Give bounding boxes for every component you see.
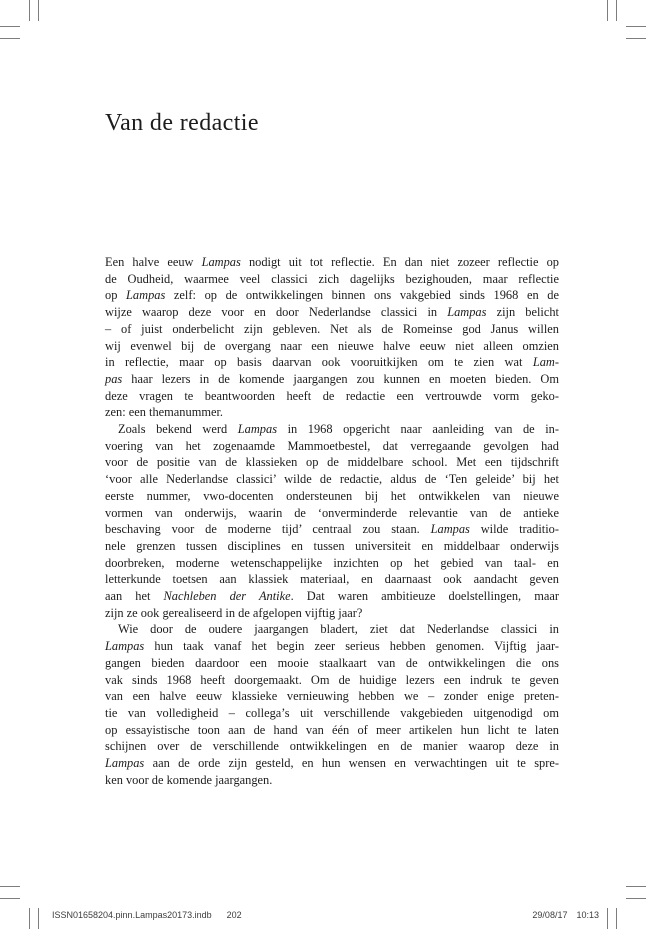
text-line: voering van het zogenaamde Mammoetbestel, dat verregaande gevolgen had xyxy=(105,438,559,453)
text-line: wij evenwel bij de overgang naar een nieuwe halve eeuw niet alleen omzien xyxy=(105,338,559,353)
paragraph xyxy=(105,421,559,621)
text-line: zijn ze ook gerealiseerd in de afgelopen vijftig jaar? xyxy=(105,605,363,620)
text-line: wijze waarop deze voor en door Nederlandse classici in Lampas zijn belicht xyxy=(105,305,559,320)
text-line: Lampas hun taak vanaf het begin zeer serieus hebben genomen. Vijftig jaar- xyxy=(105,639,559,654)
text-line: zen: een themanummer. xyxy=(105,405,224,420)
footer-timestamp xyxy=(532,910,599,920)
crop-mark-top-right-h2 xyxy=(626,38,646,39)
text-line: Lampas aan de orde zijn gesteld, en hun wensen en verwachtingen uit te spre- xyxy=(105,756,559,771)
text-line: schijnen over de verschillende ontwikkelingen en de manier waarop deze in xyxy=(105,739,559,754)
text-line: eerste nummer, vwo-docenten ondersteunen bij het ontwikkelen van nieuwe xyxy=(105,488,559,503)
text-line: de Oudheid, waarmee veel classici zich dagelijks bezighouden, maar reflectie xyxy=(105,271,559,286)
page-title: Van de redactie xyxy=(105,110,259,136)
crop-mark-bottom-right-h2 xyxy=(626,898,646,899)
text-line: aan het Nachleben der Antike. Dat waren ambitieuze doelstellingen, maar xyxy=(105,589,559,604)
footer-filename: ISSN01658204.pinn.Lampas20173.indb xyxy=(52,910,212,920)
text-line: vak sinds 1968 heeft doorgemaakt. Om de huidige lezers een indruk te geven xyxy=(105,672,559,687)
crop-mark-top-right-v1 xyxy=(607,0,608,21)
crop-mark-top-left-h1 xyxy=(0,26,20,27)
paragraph xyxy=(105,621,559,788)
footer-time: 10:13 xyxy=(576,910,599,920)
text-block xyxy=(105,254,559,789)
crop-mark-top-left-v1 xyxy=(29,0,30,21)
text-line: op essayistische toon aan de hand van één of meer artikelen hun licht te laten xyxy=(105,722,559,737)
crop-mark-top-right-h1 xyxy=(626,26,646,27)
crop-mark-top-left-h2 xyxy=(0,38,20,39)
text-line: Wie door de oudere jaargangen bladert, ziet dat Nederlandse classici in xyxy=(118,622,559,637)
text-line: Een halve eeuw Lampas nodigt uit tot reflectie. En dan niet zozeer reflectie op xyxy=(105,255,559,269)
text-line: nele grenzen tussen disciplines en tussen universiteit en middelbaar onderwijs xyxy=(105,538,559,553)
text-line: vormen van onderwijs, waarin de ‘onverminderde relevantie van de antieke xyxy=(105,505,559,520)
text-line: beschaving voor de moderne tijd’ centraal zou staan. Lampas wilde traditio- xyxy=(105,522,559,537)
text-line: tie van volledigheid – collega’s uit verschillende vakgebieden uitgenodigd om xyxy=(105,705,559,720)
text-line: gangen bieden daardoor een mooie staalkaart van de ontwikkelingen die ons xyxy=(105,655,559,670)
footer-date: 29/08/17 xyxy=(532,910,568,920)
paragraph xyxy=(105,254,559,421)
crop-mark-bottom-left-h1 xyxy=(0,886,20,887)
text-line: van een halve eeuw klassieke vernieuwing hebben we – zonder enige preten- xyxy=(105,689,559,704)
text-line: op Lampas zelf: op de ontwikkelingen binnen ons vakgebied sinds 1968 en de xyxy=(105,288,559,303)
crop-mark-bottom-left-h2 xyxy=(0,898,20,899)
footer-left xyxy=(52,910,242,920)
footer xyxy=(0,908,646,922)
text-line: in reflectie, maar op basis daarvan ook vooruitkijken om te zien wat Lam- xyxy=(105,355,559,370)
text-line: voor de positie van de klassieken op de middelbare school. Met een tijdschrift xyxy=(105,455,559,470)
crop-mark-top-right-v2 xyxy=(616,0,617,21)
text-line: pas haar lezers in de komende jaargangen zou kunnen en moeten bieden. Om xyxy=(105,371,559,386)
text-line: Zoals bekend werd Lampas in 1968 opgericht naar aanleiding van de in- xyxy=(118,422,559,437)
text-line: ‘voor alle Nederlandse classici’ wilde de redactie, aldus de ‘Ten geleide’ bij het xyxy=(105,472,559,487)
crop-mark-top-left-v2 xyxy=(38,0,39,21)
text-line: deze vragen te beantwoorden heeft de redactie een vertrouwde vorm geko- xyxy=(105,388,559,403)
footer-page-number: 202 xyxy=(226,910,242,920)
text-line: ken voor de komende jaargangen. xyxy=(105,772,273,787)
crop-mark-bottom-right-h1 xyxy=(626,886,646,887)
text-line: doorbreken, moderne wetenschappelijke inzichten op het gebied van taal- en xyxy=(105,555,559,570)
text-line: – of juist onderbelicht zijn gebleven. Net als de Romeinse god Janus willen xyxy=(105,321,559,336)
text-line: letterkunde toetsen aan klassiek materiaal, en daarnaast ook aandacht geven xyxy=(105,572,559,587)
